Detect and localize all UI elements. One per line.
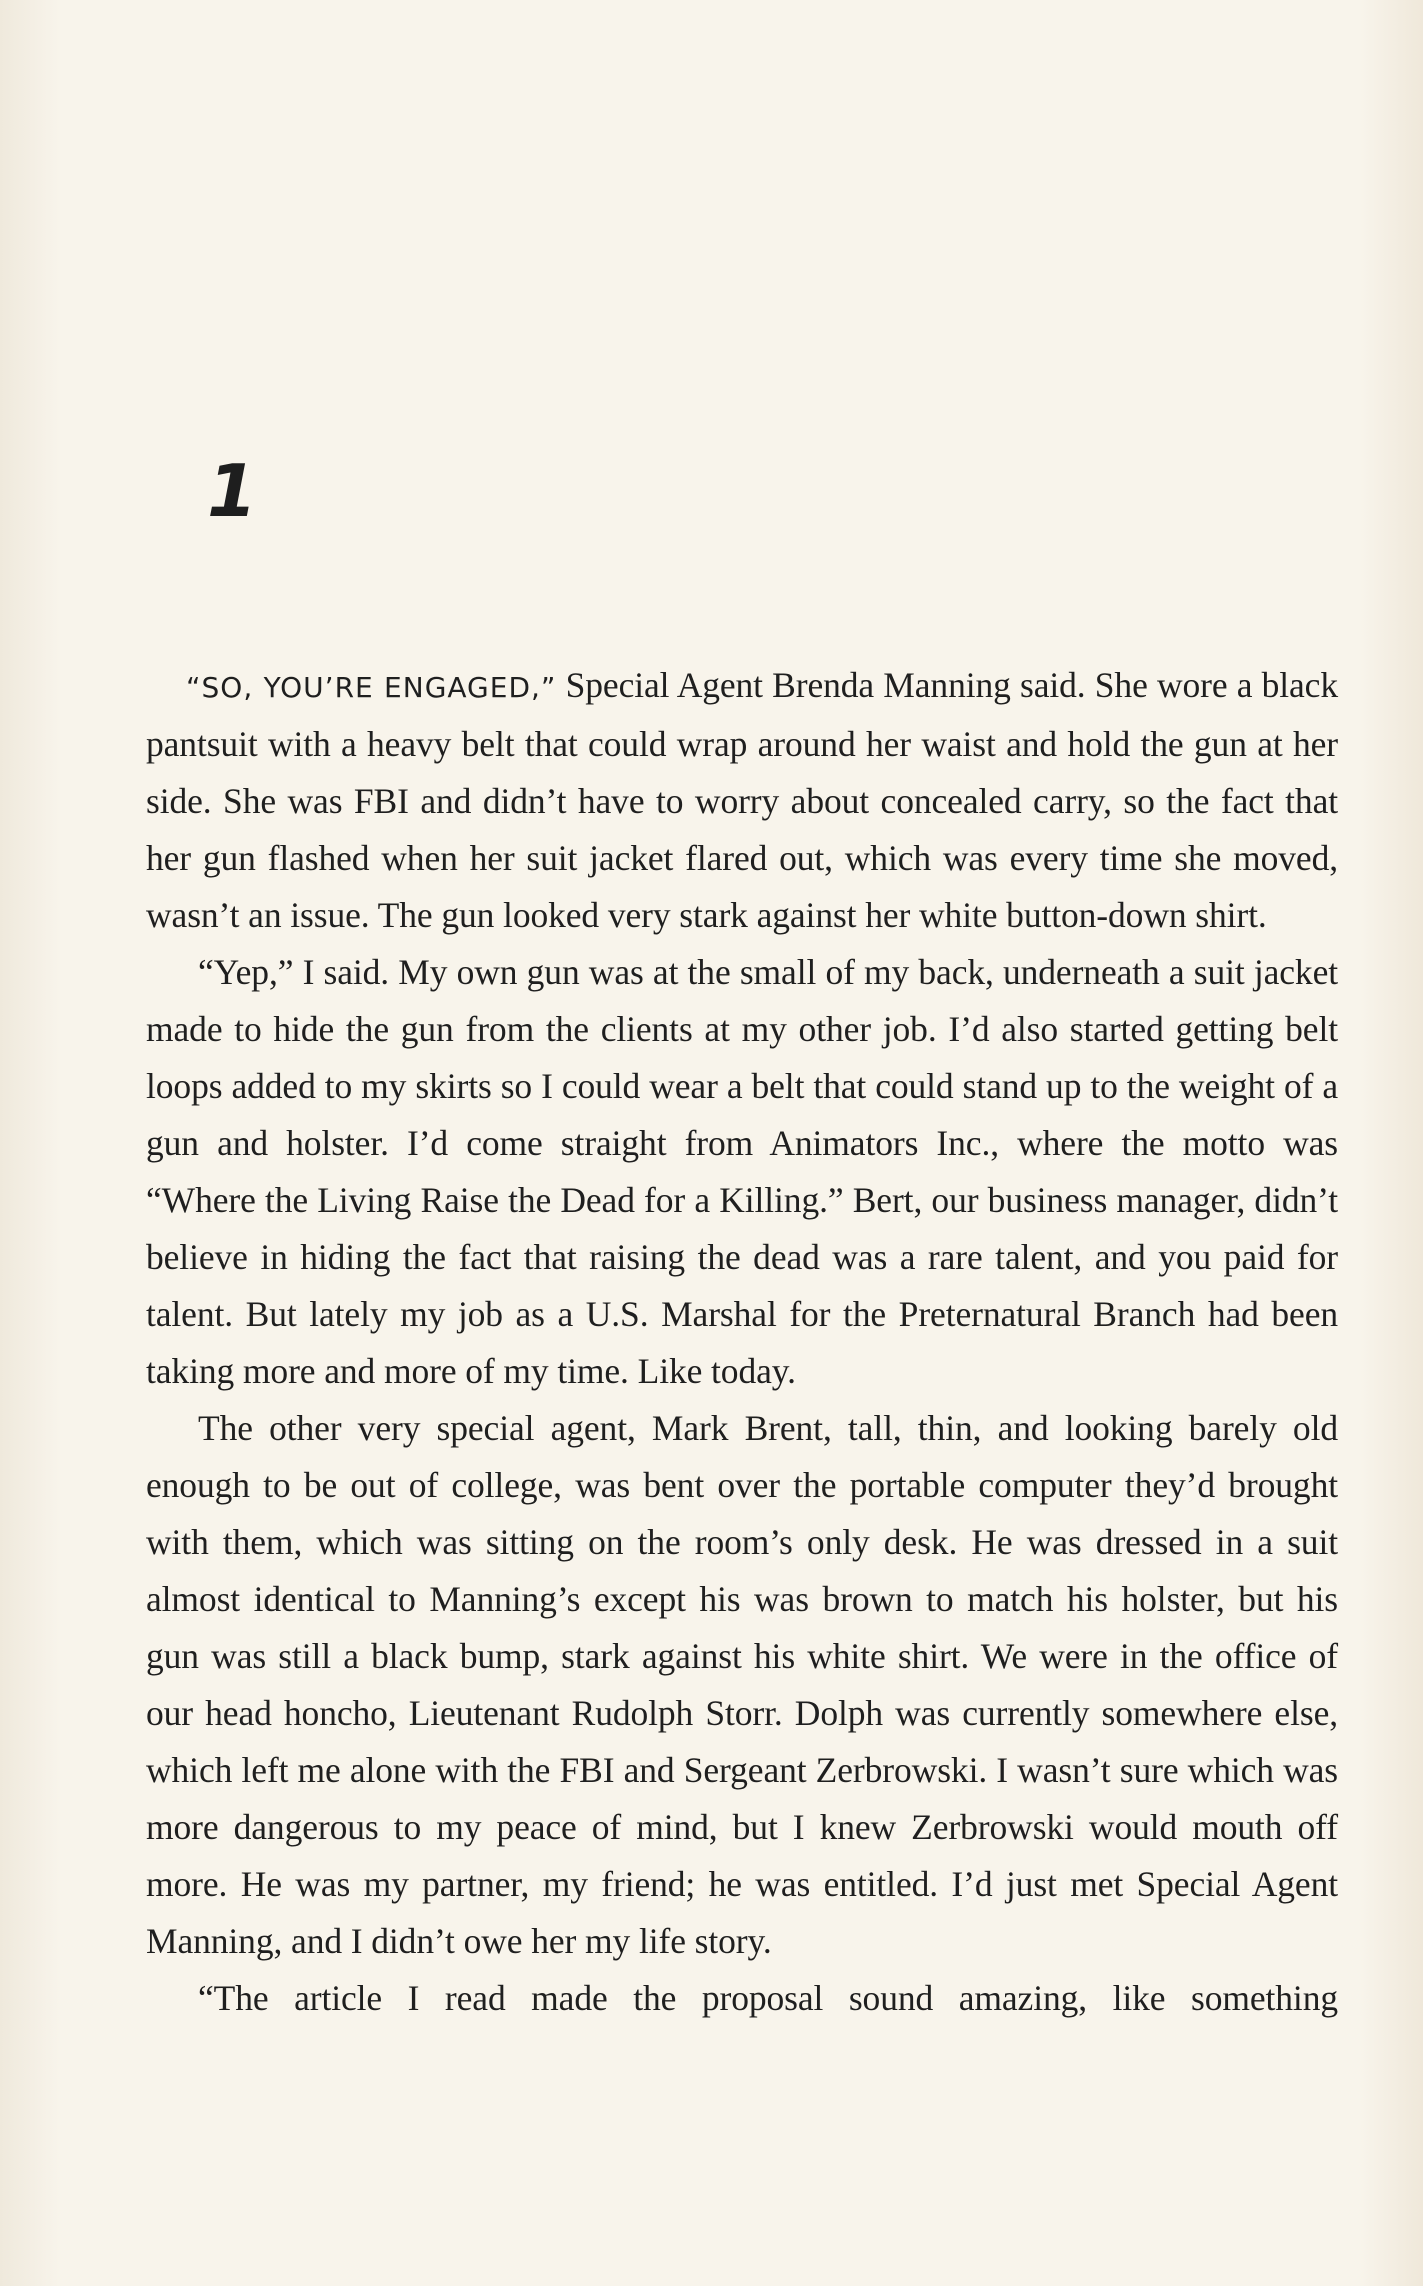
paragraph <box>146 657 1338 944</box>
lead-in-small-caps: “SO, YOU’RE ENGAGED,” <box>186 671 557 704</box>
paragraph: “The article I read made the proposal sound amazing, like something <box>198 1978 1338 2018</box>
paragraph: “Yep,” I said. My own gun was at the small of my back, underneath a suit jacket made to hide the gun from the clients at my other job. I’d also started getting belt loops added to my skirts so I could wear a belt that could stand up to the weight of a gun and holster. I’d come straight from Animators Inc., where the motto was “Where the Living Raise the Dead for a Killing.” Bert, our business manager, didn’t believe in hiding the fact that raising the dead was a rare talent, and you paid for talent. But lately my job as a U.S. Marshal for the Preternatural Branch had been taking more and more of my time. Like today. <box>146 952 1338 1391</box>
paragraph: The other very special agent, Mark Brent, tall, thin, and looking barely old enough to be out of college, was bent over the portable computer they’d brought with them, which was sitting on the room’s only desk. He was dressed in a suit almost identical to Manning’s except his was brown to match his holster, but his gun was still a black bump, stark against his white shirt. We were in the office of our head honcho, Lieutenant Rudolph Storr. Dolph was currently somewhere else, which left me alone with the FBI and Sergeant Zerbrowski. I wasn’t sure which was more dangerous to my peace of mind, but I knew Zerbrowski would mouth off more. He was my partner, my friend; he was entitled. I’d just met Special Agent Manning, and I didn’t owe her my life story. <box>146 1408 1338 1961</box>
chapter-text <box>146 657 1338 2027</box>
chapter-number: 1 <box>207 449 258 533</box>
paragraph-text: Special Agent Brenda Manning said. She wore a black pantsuit with a heavy belt that could wrap around her waist and hold the gun at her side. She was FBI and didn’t have to worry about concealed carry, so the fact that her gun flashed when her suit jacket flared out, which was every time she moved, wasn’t an issue. The gun looked very stark against her white button-down shirt. <box>146 665 1338 935</box>
